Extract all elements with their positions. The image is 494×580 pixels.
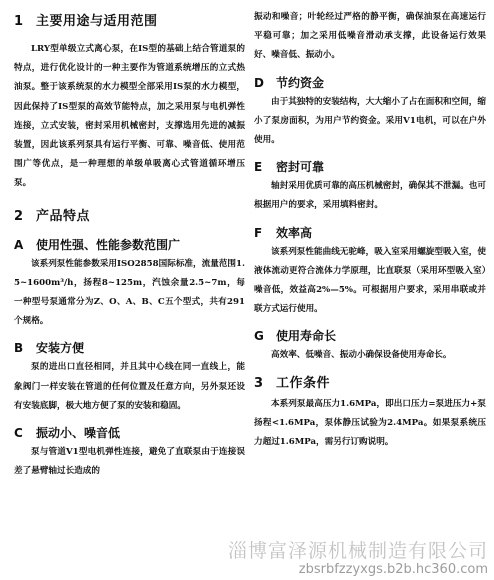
- feature-title: 安装方便: [36, 341, 85, 356]
- feature-letter: G: [254, 329, 264, 344]
- section-title: 产品特点: [36, 208, 91, 224]
- section-title: 工作条件: [276, 375, 331, 391]
- feature-b-heading: [14, 338, 245, 358]
- left-column: [14, 0, 245, 481]
- feature-c-heading: [14, 423, 245, 443]
- feature-d-body: 由于其独特的安装结构，大大缩小了占在面积和空间，缩小了泵房面积，为用户节约资金。采用V1电机，可以在户外使用。: [254, 96, 486, 146]
- feature-title: 密封可靠: [276, 160, 325, 175]
- section-1-body: LRY型单级立式离心泵，在IS型的基础上结合管道泵的特点，进行优化设计的一种主要作为管道系统增压的立式热油泵。整于该系统泵的水力模型全部采用IS泵的水力模型，因此保持了IS型泵的高效节能特点，加之采用泵与电机弹性连接，立式安装，密封采用机械密封，支撑选用先进的减振装置，因此该系列泵具有运行平衡、可靠、噪音低、使用范围广等优点，是一种理想的单级单吸离心式管道循环增压泵。: [14, 44, 245, 189]
- section-3-body: 本系列泵最高压力1.6MPa，即出口压力=泵进压力+泵扬程<1.6MPa，泵体静压试验为2.4MPa。如果泵系统压力超过1.6MPa，需另行订购说明。: [254, 398, 486, 448]
- section-3-heading: [254, 373, 486, 395]
- right-column: [254, 0, 486, 452]
- section-2-heading: [14, 206, 245, 228]
- section-number: 3: [254, 375, 264, 391]
- feature-title: 振动小、噪音低: [36, 426, 121, 441]
- feature-title: 效率高: [276, 225, 313, 240]
- feature-a-body: 该系列泵性能参数采用ISO2858国际标准，流量范围1.5~1600m³/h，扬程8~125m，汽蚀余量2.5~7m，每一种型号泵通常分为Z、O、A、B、C五个型式，共有291个规格。: [14, 258, 245, 327]
- feature-b-body: 泵的进出口直径相同，并且其中心线在同一直线上，能象阀门一样安装在管道的任何位置及任意方向，另外泵还设有安装底脚，极大地方便了泵的安装和稳固。: [14, 362, 245, 411]
- feature-title: 使用寿命长: [276, 329, 337, 344]
- feature-a-heading: [14, 235, 245, 255]
- feature-e-heading: [254, 157, 486, 177]
- feature-d-heading: [254, 73, 486, 93]
- feature-g-heading: [254, 326, 486, 346]
- section-number: 1: [14, 14, 24, 29]
- feature-letter: E: [254, 160, 263, 175]
- feature-letter: A: [14, 237, 24, 252]
- section-title: 主要用途与适用范围: [36, 14, 158, 29]
- feature-c-continuation: 振动和噪音；叶轮经过严格的静平衡，确保油泵在高速运行平稳可靠；加之采用低噪音滑动承支撑，此设备运行效果好、噪音低、振动小。: [254, 12, 486, 61]
- feature-f-heading: [254, 223, 486, 243]
- feature-title: 使用性强、性能参数范围广: [36, 237, 181, 252]
- section-1-heading: [14, 11, 245, 33]
- watermark-url: zbsrbfzzyxgs.b2b.hc360.com: [298, 562, 488, 577]
- watermark-company: 淄博富泽源机械制造有限公司: [227, 540, 488, 562]
- feature-c-body: 泵与管道V1型电机弹性连接，避免了直联泵由于连接误差了悬臂轴过长造成的: [14, 447, 245, 477]
- feature-g-body: 高效率、低噪音、振动小确保设备使用寿命长。: [271, 350, 452, 361]
- feature-letter: C: [14, 426, 23, 441]
- feature-letter: F: [254, 225, 263, 240]
- feature-letter: D: [254, 75, 264, 90]
- section-number: 2: [14, 208, 24, 224]
- feature-title: 节约资金: [276, 75, 325, 90]
- feature-e-body: 轴封采用优质可靠的高压机械密封，确保其不泄漏。也可根据用户的要求，采用填料密封。: [254, 181, 486, 211]
- watermark: [228, 540, 488, 578]
- feature-letter: B: [14, 341, 24, 356]
- feature-f-body: 该系列泵性能曲线无驼峰，吸入室采用螺旋型吸入室，使液体流动更符合流体力学原理，比直联泵（采用环型吸入室）噪音低，效益高2%—5%。可根据用户要求，采用串联或并联方式运行使用。: [254, 246, 486, 315]
